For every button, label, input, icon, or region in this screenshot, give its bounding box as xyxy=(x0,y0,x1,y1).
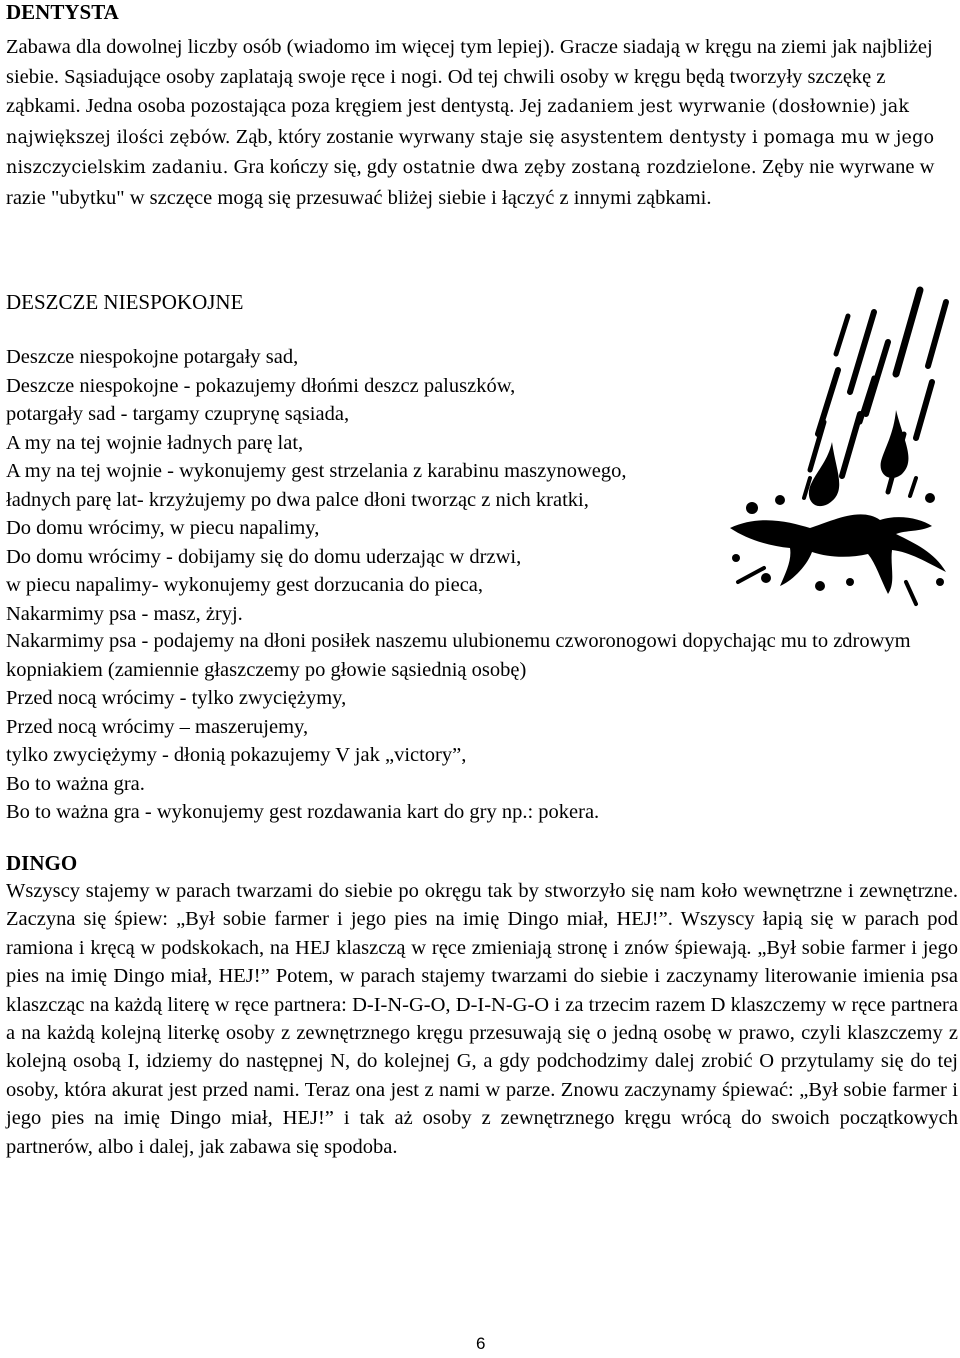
dentysta-text-6: ostatnie dwa zęby zostaną rozdzielone. xyxy=(402,158,757,178)
page-number: 6 xyxy=(476,1334,486,1353)
section-body-dingo: Wszyscy stajemy w parach twarzami do siebie po okręgu tak by stworzyło się nam koło wewnętrzne i zewnętrzne. Zaczyna się śpiew: „Był sobie farmer i jego pies na imię Dingo miał, HEJ!”. Wszyscy łapią się w parach pod ramiona i kręcą w podskokach, na HEJ klaszczą w ręce zmieniają stronę i znów śpiewają. „Był sobie farmer i jego pies na imię Dingo miał, HEJ!” Potem, w parach stajemy twarzami do siebie i zaczynamy literowanie imienia psa klaszcząc na każdą literę w ręce partnera: D-I-N-G-O, D-I-N-G-O i za trzecim razem D klaszczemy w ręce partnera a na każdą kolejną literkę osoby z zewnętrznego kręgu przesuwają się o jedną osobę w prawo, czyli klaszczemy z kolejną osobą I, idziemy do następnej N, do kolejnej G, a gdy podchodzimy dalej zrobić O przytulamy się do tej osoby, która akurat jest przed nami. Teraz ona jest z nami w parze. Znowu zaczynamy śpiewać: „Był sobie farmer i jego pies na imię Dingo miał, HEJ!” i tak aż osoby z zewnętrznego kręgu wrócą do swoich początkowych partnerów, albo i dalej, jak zabawa się spodoba. xyxy=(6,880,958,1158)
dentysta-text-2: zadaniem jest wyrwanie (dosłownie) jak największej ilości zębów. xyxy=(6,97,910,148)
dentysta-text-5: Gra kończy się, gdy xyxy=(228,156,398,178)
dentysta-text-4: staje się asystentem dentysty i pomaga mu w jego niszczycielskim zadaniu. xyxy=(6,127,935,178)
poem-line: Deszcze niespokojne potargały sad, xyxy=(6,346,299,368)
poem-line: Nakarmimy psa - podajemy na dłoni posiłek naszemu ulubionemu czworonogowi dopychając mu to zdrowym kopniakiem (zamiennie głaszczemy po głowie sąsiednią osobę) xyxy=(6,630,911,681)
poem-line: potargały sad - targamy czuprynę sąsiada, xyxy=(6,403,350,425)
rain-drops-splash-icon xyxy=(720,282,960,612)
poem-line: w piecu napalimy- wykonujemy gest dorzucania do pieca, xyxy=(6,574,484,596)
section-title-dingo: DINGO xyxy=(6,851,78,875)
dentysta-text-8: przesuwać bliżej siebie i łączyć z innymi ząbkami. xyxy=(295,186,712,209)
poem-line: ładnych parę lat- krzyżujemy po dwa palce dłoni tworząc z nich kratki, xyxy=(6,488,589,511)
poem-line: tylko zwyciężymy - dłonią pokazujemy V jak „victory”, xyxy=(6,744,467,766)
poem-line: Nakarmimy psa - masz, żryj. xyxy=(6,602,243,625)
section-title-dentysta: DENTYSTA xyxy=(6,0,119,24)
section-title-deszcze: DESZCZE NIESPOKOJNE xyxy=(6,290,244,314)
poem-line: Deszcze niespokojne - pokazujemy dłońmi deszcz paluszków, xyxy=(6,374,516,397)
dentysta-text-1: Zabawa dla dowolnej liczby osób (wiadomo im więcej tym lepiej). Gracze siadają w kręgu na ziemi jak najbliżej siebie. Sąsiadujące osoby zaplatają swoje ręce i nogi. Od tej chwili osoby w kręgu będą tworzyły szczękę z ząbkami. Jedna osoba pozostająca poza kręgiem jest dentystą. Jej xyxy=(6,36,933,117)
poem-line: Bo to ważna gra. xyxy=(6,772,145,795)
dentysta-text-3: Ząb, który zostanie wyrwany xyxy=(230,125,475,148)
poem-line: Do domu wrócimy - dobijamy się do domu uderzając w drzwi, xyxy=(6,545,522,568)
deszcze-poem xyxy=(6,343,766,628)
deszcze-poem-continued xyxy=(6,627,958,827)
poem-line: Bo to ważna gra - wykonujemy gest rozdawania kart do gry np.: pokera. xyxy=(6,801,600,823)
dentysta-text-7: Zęby nie wyrwane w razie "ubytku" w szczęce mogą się xyxy=(6,156,935,209)
poem-line: Przed nocą wrócimy - tylko zwyciężymy, xyxy=(6,687,347,709)
poem-line: A my na tej wojnie - wykonujemy gest strzelania z karabinu maszynowego, xyxy=(6,460,627,482)
poem-line: Do domu wrócimy, w piecu napalimy, xyxy=(6,517,320,539)
poem-line: A my na tej wojnie ładnych parę lat, xyxy=(6,431,304,454)
section-body-dentysta xyxy=(6,33,951,213)
poem-line: Przed nocą wrócimy – maszerujemy, xyxy=(6,715,309,738)
